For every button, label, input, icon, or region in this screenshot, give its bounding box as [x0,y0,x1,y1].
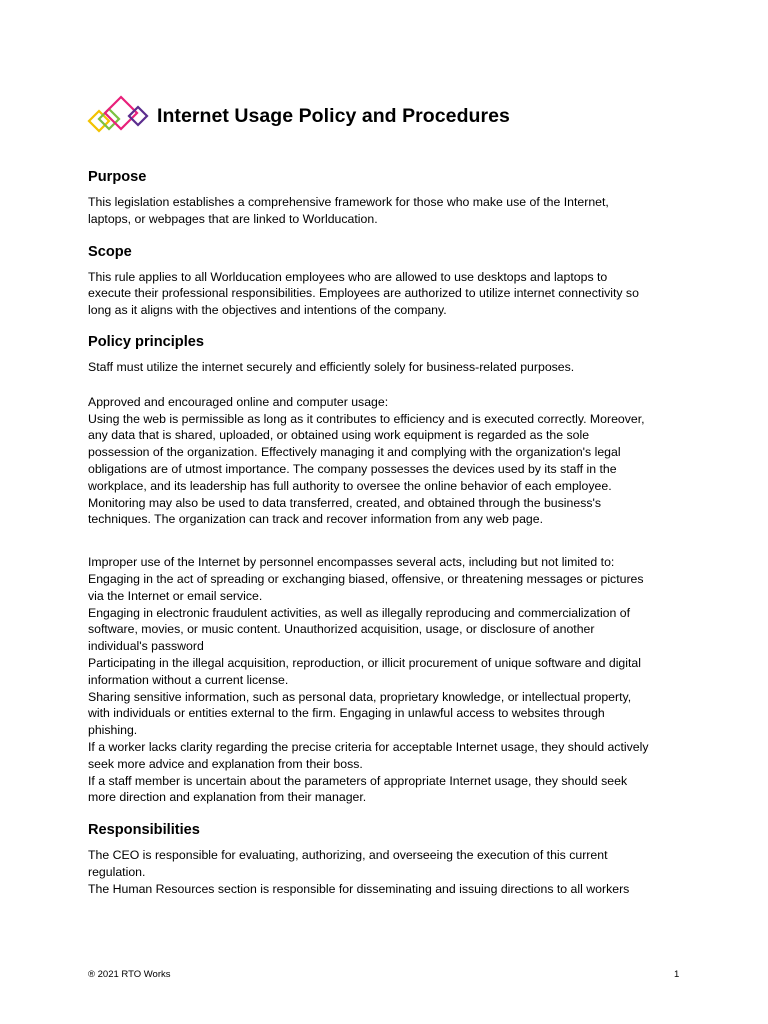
footer-copyright: ® 2021 RTO Works [88,969,171,980]
text-line: via the Internet or email service. [88,588,263,603]
scope-heading: Scope [88,243,132,260]
text-line: phishing. [88,723,138,738]
purpose-paragraph [88,194,688,228]
text-line: execute their professional responsibilities. Employees are authorized to utilize internet connectivity so [88,286,639,301]
text-line: possession of the organization. Effectively managing it and complying with the organization's legal [88,445,621,460]
text-line: The Human Resources section is responsible for disseminating and issuing directions to all workers [88,881,630,896]
document-title: Internet Usage Policy and Procedures [157,104,510,127]
text-line: information without a current license. [88,672,289,687]
text-line: Sharing sensitive information, such as personal data, proprietary knowledge, or intellectual property, [88,689,632,704]
policy-intro [88,359,688,376]
text-line: Using the web is permissible as long as it contributes to efficiency and is executed correctly. Moreover, [88,411,645,426]
text-line: Engaging in electronic fraudulent activities, as well as illegally reproducing and commercialization of [88,605,631,620]
document-body [88,168,688,898]
text-line: long as it aligns with the objectives and intentions of the company. [88,303,447,318]
text-line: software, movies, or music content. Unauthorized acquisition, usage, or disclosure of another [88,622,595,637]
text-line: laptops, or webpages that are linked to Worlducation. [88,211,378,226]
text-line: obligations are of utmost importance. The company possesses the devices used by its staff in the [88,461,617,476]
text-line: workplace, and its leadership has full authority to oversee the online behavior of each employee. [88,478,612,493]
text-line: regulation. [88,864,146,879]
text-line: Improper use of the Internet by personnel encompasses several acts, including but not limited to: [88,555,615,570]
document-header [87,93,510,139]
footer-page-number: 1 [674,969,680,980]
text-line: individual's password [88,639,204,654]
improper-usage-paragraph [88,554,688,806]
text-line: Approved and encouraged online and computer usage: [88,394,389,409]
text-line: Staff must utilize the internet securely and efficiently solely for business-related purposes. [88,359,575,374]
text-line: The CEO is responsible for evaluating, authorizing, and overseeing the execution of this current [88,848,608,863]
text-line: Engaging in the act of spreading or exchanging biased, offensive, or threatening messages or pictures [88,571,644,586]
text-line: Participating in the illegal acquisition, reproduction, or illicit procurement of unique software and digital [88,655,641,670]
responsibilities-heading: Responsibilities [88,822,200,839]
policy-heading: Policy principles [88,333,204,350]
text-line: If a staff member is uncertain about the parameters of appropriate Internet usage, they should seek [88,773,628,788]
purpose-heading: Purpose [88,169,147,185]
text-line: If a worker lacks clarity regarding the precise criteria for acceptable Internet usage, they should actively [88,739,649,754]
text-line: This rule applies to all Worlducation employees who are allowed to use desktops and laptops to [88,269,608,284]
approved-usage-paragraph [88,394,688,528]
text-line: seek more advice and explanation from their boss. [88,756,363,771]
scope-paragraph [88,269,688,319]
text-line: techniques. The organization can track and recover information from any web page. [88,512,544,527]
responsibilities-paragraph [88,847,688,897]
company-logo [87,93,153,139]
text-line: This legislation establishes a comprehensive framework for those who make use of the Internet, [88,195,609,209]
text-line: any data that is shared, uploaded, or obtained using work equipment is regarded as the sole [88,428,590,443]
text-line: more direction and explanation from their manager. [88,790,367,805]
text-line: Monitoring may also be used to data transferred, created, and obtained through the business's [88,495,601,510]
text-line: with individuals or entities external to the firm. Engaging in unlawful access to websites through [88,706,605,721]
